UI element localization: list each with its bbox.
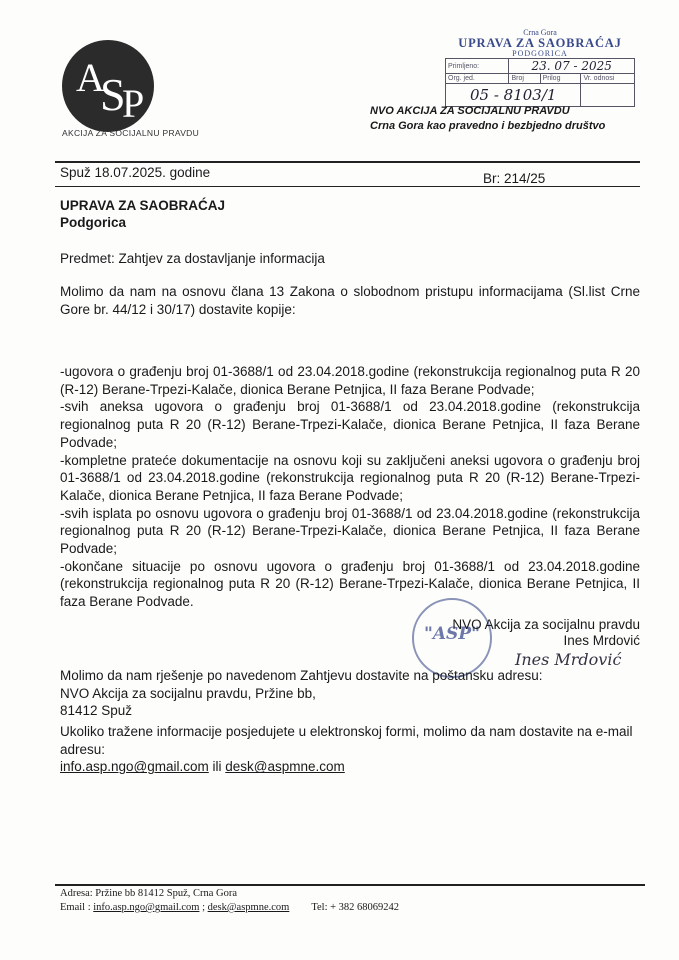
ngo-motto: Crna Gora kao pravedno i bezbjedno društvo xyxy=(370,120,606,132)
stamp-table xyxy=(445,58,635,107)
electronic-request xyxy=(60,723,650,776)
list-item: -kompletne prateće dokumentacije na osnovu koji su zaključeni aneksi ugovora o građenju broj 01-3688/1 od 23.04.2018.godine (rekonstrukcija regionalnog puta R 20 (R-12) Berane-Trpezi-Kalače, dionica Berane Petnjica, II faza Berane Podvade; xyxy=(60,452,640,503)
recipient-city: Podgorica xyxy=(60,215,127,230)
received-date: 23. 07 - 2025 xyxy=(509,59,635,74)
footer-email-1[interactable]: info.asp.ngo@gmail.com xyxy=(93,902,200,913)
signature-block xyxy=(440,617,640,649)
ngo-header xyxy=(370,104,605,134)
email-link-1[interactable]: info.asp.ngo@gmail.com xyxy=(60,759,209,775)
received-stamp xyxy=(445,28,635,107)
subject: Predmet: Zahtjev za dostavljanje informacija xyxy=(60,251,325,266)
footer-contacts xyxy=(60,902,399,913)
header-divider xyxy=(55,161,640,163)
footer-tel: Tel: + 382 68069242 xyxy=(311,902,400,913)
stamp-city: PODGORICA xyxy=(512,49,568,58)
footer-address: Adresa: Pržine bb 81412 Spuž, Crna Gora xyxy=(60,888,238,899)
footer-divider xyxy=(55,884,645,886)
ngo-name: NVO AKCIJA ZA SOCIJALNU PRAVDU xyxy=(370,105,570,117)
signature-person: Ines Mrdović xyxy=(563,633,640,648)
col-vrijednost: Vr. odnosi xyxy=(581,74,635,84)
electronic-text: Ukoliko tražene informacije posjedujete u elektronskoj formi, molimo da nam dostavite na e-mail adresu: xyxy=(60,724,633,757)
col-org: Org. jed. xyxy=(446,74,509,84)
reply-line-1: Molimo da nam rješenje po navedenom Zahtjevu dostavite na poštansku adresu: xyxy=(60,668,543,683)
intro-paragraph: Molimo da nam na osnovu člana 13 Zakona o slobodnom pristupu informacijama (Sl.list Crne Gore br. 44/12 i 30/17) dostavite kopije: xyxy=(60,284,640,317)
list-item: -svih aneksa ugovora o građenju broj 01-3688/1 od 23.04.2018.godine (rekonstrukcija regionalnog puta R 20 (R-12) Berane-Trpezi-Kalače, dionica Berane Petnjica, II faza Berane Podvade; xyxy=(60,399,640,450)
place-date: Spuž 18.07.2025. godine xyxy=(60,165,211,180)
reply-line-2: NVO Akcija za socijalnu pravdu, Pržine bb, xyxy=(60,685,316,701)
received-label: Primljeno: xyxy=(446,59,509,74)
logo-caption: AKCIJA ZA SOCIJALNU PRAVDU xyxy=(62,128,200,138)
request-list xyxy=(60,363,640,611)
seal-text: "ASP" xyxy=(424,624,480,644)
meta-divider xyxy=(55,186,640,187)
reply-line-3: 81412 Spuž xyxy=(60,703,133,719)
list-item: -okončane situacije po osnovu ugovora o građenju broj 01-3688/1 od 23.04.2018.godine (rekonstrukcija regionalnog puta R 20 (R-12) Berane-Trpezi-Kalače, dionica Berane Petnjica, II faza Berane Podvade. xyxy=(60,558,640,610)
col-prilog: Prilog xyxy=(540,74,581,84)
registry-number: 05 - 8103/1 xyxy=(446,84,581,107)
signature-org: NVO Akcija za socijalnu pravdu xyxy=(452,617,640,632)
footer-email-2[interactable]: desk@aspmne.com xyxy=(207,902,290,913)
separator: ; xyxy=(199,902,208,913)
handwritten-signature: Ines Mrdović xyxy=(515,650,622,669)
stamp-institution: UPRAVA ZA SAOBRAĆAJ xyxy=(458,36,622,50)
reply-request xyxy=(60,667,543,720)
list-item: -svih isplata po osnovu ugovora o građenju broj 01-3688/1 od 23.04.2018.godine (rekonstrukcija regionalnog puta R 20 (R-12) Berane-Trpezi-Kalače, dionica Berane Petnjica, II faza Berane Podvade; xyxy=(60,505,640,557)
list-item: -ugovora o građenju broj 01-3688/1 od 23.04.2018.godine (rekonstrukcija regionalnog puta R 20 (R-12) Berane-Trpezi-Kalače, dionica Berane Petnjica, II faza Berane Podvade; xyxy=(60,364,640,397)
email-label: Email : xyxy=(60,902,94,913)
recipient-name: UPRAVA ZA SAOBRAĆAJ xyxy=(60,198,226,213)
email-link-2[interactable]: desk@aspmne.com xyxy=(225,759,345,775)
reference-number: Br: 214/25 xyxy=(483,171,546,186)
col-broj: Broj xyxy=(509,74,540,84)
or-text: ili xyxy=(208,759,226,775)
stamp-country: Crna Gora xyxy=(523,28,557,37)
asp-logo: A S P xyxy=(62,40,154,132)
